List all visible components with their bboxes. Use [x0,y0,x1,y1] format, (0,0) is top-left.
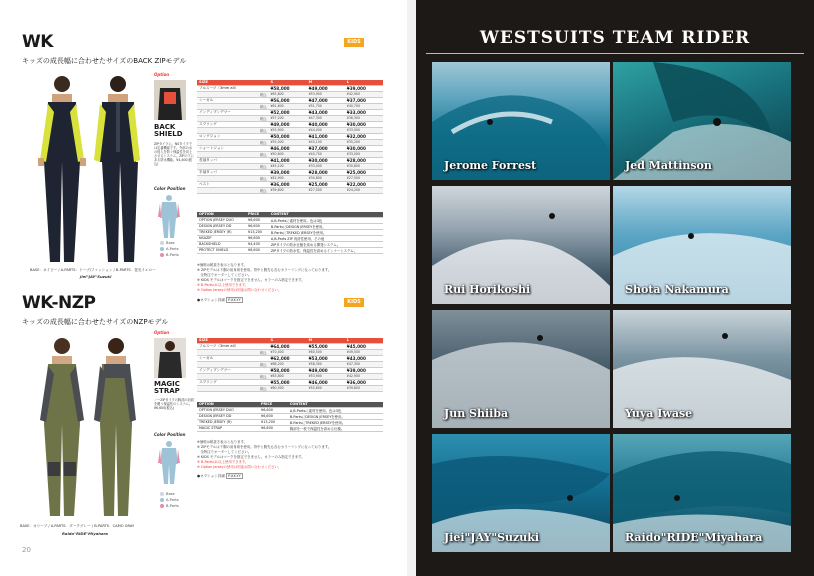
note-line: ※ B-PartsはL以上使用できます。 [197,283,249,287]
option-content: B-PartsにTREKED JERSEYを使用。 [269,229,383,235]
wk-subtitle: キッズの成長幅に合わせたサイズのBACK ZIPモデル [22,57,187,65]
wk-color-caption: BASE：ネイビー / A-PARTS：ドーブ/ファッション / B-PARTS：蛍光イエロー [30,268,156,272]
tax-price-value: ¥33,000 [345,127,383,133]
tax-price-value: ¥55,000 [268,139,306,145]
wk-kids-badge: KIDS [344,38,364,47]
note-line: ※価格は税抜き表示となります。 [197,440,248,444]
price-header-cell: S [268,80,306,85]
option-name: MAGIC STRAP [197,425,259,431]
tax-label: 税込 [197,349,268,355]
page-gutter [407,0,416,576]
tax-price-value: ¥60,500 [268,385,306,391]
rider-photo-shota-nakamura [613,186,791,304]
tax-price-value: ¥49,500 [345,349,383,355]
rider-name: Raido"RIDE"Miyahara [625,531,763,544]
rider-photo-jerome-forrest [432,62,610,180]
price-item-name: フルスーツ（3mm all） [197,85,268,91]
price-value: ¥36,000 [268,181,306,187]
rider-name: Jiei"JAY"Suzuki [444,531,540,544]
tax-label: 税込 [197,187,268,193]
nzp-feature-title-2: STRAP [154,387,180,395]
tax-price-value: ¥51,700 [307,103,345,109]
nzp-color-position-diagram [158,440,180,484]
tax-price-value: ¥40,700 [345,103,383,109]
page-number: 20 [22,546,31,554]
price-value: ¥41,000 [268,157,306,163]
note-line: ※価格は税抜き表示となります。 [197,263,248,267]
option-name: TREKED JERSEY (R) [197,229,246,235]
nzp-title: WK-NZP [22,293,96,313]
tax-price-value: ¥53,900 [307,373,345,379]
note-line: 全特注でオーダーしてください。 [197,273,252,277]
tax-price-value: ¥30,800 [345,163,383,169]
tax-price-value: ¥70,400 [268,349,306,355]
price-value: ¥50,000 [268,133,306,139]
price-value: ¥37,000 [345,97,383,103]
tax-label: 税込 [197,115,268,121]
tax-price-value: ¥53,900 [307,91,345,97]
tax-price-value: ¥63,800 [268,373,306,379]
tax-label: 税込 [197,151,268,157]
tax-price-value: ¥58,300 [307,361,345,367]
price-header-cell: L [345,80,383,85]
option-price: ¥6,600 [246,223,269,229]
option-name: PROTECT SHIELD [197,247,246,253]
tax-price-value: ¥47,300 [345,361,383,367]
price-value: ¥39,000 [268,169,306,175]
option-content: B-PartsにDESIGN JERSEYを使用。 [269,223,383,229]
nzp-option-detail: ●オプション詳細 P.XX-YY [197,474,241,478]
wk-front-figure [38,76,86,262]
nzp-legend-a-parts: A-Parts [160,498,179,502]
rider-name: Yuya Iwase [625,407,693,420]
price-value: ¥36,000 [345,379,383,385]
team-rider-page [416,0,814,576]
option-price: ¥6,600 [246,247,269,253]
option-name: TREKED JERSEY (R) [197,419,259,425]
note-line: 全特注でオーダーしてください。 [197,450,252,454]
option-row [197,247,383,253]
nzp-feature-title-1: MAGIC [154,380,180,388]
price-item-name: 長袖タッパ [197,157,268,163]
tax-price-value: ¥42,900 [345,373,383,379]
price-value: ¥30,000 [345,145,383,151]
tax-price-value: ¥39,600 [345,385,383,391]
title-rule-top [426,53,804,54]
nzp-legend-base: Base [160,492,175,496]
nzp-price-table [197,338,383,392]
wk-feature-title-1: BACK [154,123,176,131]
tax-price-value: ¥27,500 [345,175,383,181]
wk-legend-base: Base [160,241,175,245]
price-value: ¥43,000 [345,355,383,361]
price-value: ¥46,000 [307,379,345,385]
wk-caption-model: Jiei"JAY"Suzuki [80,274,112,279]
tax-label: 税込 [197,103,268,109]
wk-title: WK [22,32,53,52]
price-value: ¥41,000 [307,133,345,139]
tax-label: 税込 [197,361,268,367]
price-tax-row [197,187,383,193]
note-line: ※ ZIPモデルは下胴の前身頃を使用。背中と腕先も含むカラーリングになっております。 [197,268,332,272]
price-header-cell: L [345,338,383,343]
price-value: ¥30,000 [307,157,345,163]
price-value: ¥49,000 [268,121,306,127]
price-value: ¥45,000 [345,343,383,349]
option-content: A,B-Partsに素材を使用。色は3色 [269,217,383,223]
option-header-cell: CONTENT [288,402,383,407]
wk-color-position-label: Color Position [154,186,186,191]
option-name: DESIGN JERSEY DD [197,413,259,419]
price-value: ¥56,000 [268,97,306,103]
option-header-cell: PRICE [246,212,269,217]
tax-price-value: ¥42,900 [268,175,306,181]
option-content: A,B-Partsに素材を使用。色は3色 [288,407,383,413]
tax-label: 税込 [197,127,268,133]
rider-photo-jun-shiiba [432,310,610,428]
price-item-name: 半袖タッパ [197,169,268,175]
rider-photo-jiei-jay-suzuki [432,434,610,552]
price-value: ¥39,000 [345,85,383,91]
rider-name: Jed Mattinson [625,159,712,172]
wk-legend-b-parts: B-Parts [160,253,179,257]
nzp-legend-b-parts: B-Parts [160,504,179,508]
tax-price-value: ¥53,900 [268,127,306,133]
price-value: ¥64,000 [268,343,306,349]
price-value: ¥52,000 [268,109,306,115]
option-name: DESIGN JERSEY DD [197,223,246,229]
price-header-cell: SIZE [197,338,268,343]
price-header-cell: S [268,338,306,343]
tax-label: 税込 [197,139,268,145]
nzp-caption-model: Raido"RIDE"Miyahara [62,531,108,536]
tax-price-value: ¥40,700 [307,151,345,157]
note-line: ※ KIDS モデルはマークを指定できません。カラーのみ指定できます。 [197,455,305,459]
team-rider-title: WESTSUITS TEAM RIDER [479,28,751,48]
price-item-name: フルスーツ（3mm all） [197,343,268,349]
wk-back-shield-photo [154,80,186,120]
option-header-cell: PRICE [259,402,288,407]
price-value: ¥55,000 [307,343,345,349]
rider-name: Shota Nakamura [625,283,729,296]
price-item-name: ショートジョン [197,145,268,151]
tax-price-value: ¥61,600 [268,103,306,109]
tax-price-value: ¥45,100 [268,163,306,169]
nzp-back-figure [94,338,136,516]
rider-photo-yuya-iwase [613,310,791,428]
option-name: OPTION JERSEY DUO [197,217,246,223]
tax-price-value: ¥47,300 [307,115,345,121]
rider-name: Jun Shiiba [444,407,509,420]
tax-price-value: ¥30,800 [307,175,345,181]
note-line: ※ ZIPモデルは下胴の前身頃を使用。背中と腕先も含むカラーリングになっております。 [197,445,332,449]
nzp-kids-badge: KIDS [344,298,364,307]
note-line: ※ Option Jerseyの使用は別途お問い合わせください。 [197,465,282,469]
price-value: ¥25,000 [307,181,345,187]
price-value: ¥62,000 [268,355,306,361]
option-row [197,425,383,431]
price-value: ¥37,000 [307,145,345,151]
wk-price-table [197,80,383,194]
nzp-notes [197,440,383,470]
price-item-name: シーガル [197,97,268,103]
option-content: B-PartsにDESIGN JERSEYを使用。 [288,413,383,419]
price-value: ¥53,000 [307,355,345,361]
nzp-front-figure [40,338,84,516]
nzp-option-table [197,402,383,432]
price-value: ¥47,000 [307,97,345,103]
price-value: ¥49,000 [307,85,345,91]
nzp-subtitle: キッズの成長幅に合わせたサイズのNZPモデル [22,318,169,326]
wk-option-table [197,212,383,254]
price-header-cell: SIZE [197,80,268,85]
option-content: ZIPタイプの防水仕様を高める開発システム。 [269,241,383,247]
price-item-name: シーガル [197,355,268,361]
wk-color-position-diagram [158,194,180,238]
rider-name: Jerome Forrest [444,159,537,172]
price-item-name: ベスト [197,181,268,187]
price-item-name: インディプンデツー [197,109,268,115]
price-value: ¥32,000 [345,133,383,139]
option-header-cell: OPTION [197,402,259,407]
price-value: ¥55,000 [268,379,306,385]
option-price: ¥6,600 [259,425,288,431]
rider-photo-jed-mattinson [613,62,791,180]
nzp-color-position-label: Color Position [154,432,186,437]
price-header-cell: M [307,80,345,85]
price-value: ¥40,000 [307,121,345,127]
tax-label: 税込 [197,385,268,391]
note-line: ※ B-PartsはL以上使用できます。 [197,460,249,464]
tax-price-value: ¥35,200 [345,139,383,145]
nzp-feature-desc: ノーZIPタイプの胸部の前面を覆う保温性のシステム。¥6,600(税込) [154,398,194,410]
option-content: 胸部を一枚で保温性を高める仕様。 [288,425,383,431]
nzp-wetsuit-figures [34,332,144,518]
tax-price-value: ¥33,000 [345,151,383,157]
tax-label: 税込 [197,175,268,181]
option-price: ¥13,200 [259,419,288,425]
option-price: ¥6,600 [246,217,269,223]
price-value: ¥46,000 [268,145,306,151]
price-value: ¥39,000 [345,367,383,373]
tax-price-value: ¥45,100 [307,139,345,145]
tax-price-value: ¥27,500 [307,187,345,193]
tax-price-value: ¥68,200 [268,361,306,367]
wk-legend-a-parts: A-Parts [160,247,179,251]
rider-photo-raido-ride-miyahara [613,434,791,552]
option-price: ¥6,600 [259,407,288,413]
option-header-cell: OPTION [197,212,246,217]
price-item-name: インディプンデツー [197,367,268,373]
tax-price-value: ¥42,900 [345,91,383,97]
tax-label: 税込 [197,373,268,379]
tax-price-value: ¥60,500 [307,349,345,355]
option-price: ¥6,600 [246,235,269,241]
tax-price-value: ¥39,600 [268,187,306,193]
price-item-name: スプリング [197,121,268,127]
option-content: ZIPタイプの防水性、保温性を高めるインナーシステム。 [269,247,383,253]
price-value: ¥22,000 [345,181,383,187]
price-value: ¥33,000 [345,109,383,115]
price-value: ¥58,000 [268,367,306,373]
tax-price-value: ¥33,000 [307,163,345,169]
wk-notes [197,263,383,293]
tax-price-value: ¥24,200 [345,187,383,193]
tax-price-value: ¥36,300 [345,115,383,121]
tax-label: 税込 [197,163,268,169]
price-value: ¥30,000 [345,121,383,127]
price-value: ¥43,000 [307,109,345,115]
tax-price-value: ¥50,600 [307,385,345,391]
rider-photo-rui-horikoshi [432,186,610,304]
rider-name: Rui Horikoshi [444,283,531,296]
option-name: NSAZIP [197,235,246,241]
nzp-option-label: Option [154,330,170,335]
price-value: ¥58,000 [268,85,306,91]
option-price: ¥4,400 [246,241,269,247]
option-header-cell: CONTENT [269,212,383,217]
option-name: BACKSHIELD [197,241,246,247]
wk-option-label: Option [154,72,170,77]
option-content: B-PartsにTREKED JERSEYを使用。 [288,419,383,425]
nzp-color-caption: BASE：オリーブ / A-PARTS：ダークグレー / B-PARTS：CAMO GRAY [20,524,135,528]
price-item-name: ロングジョン [197,133,268,139]
tax-price-value: ¥57,200 [268,115,306,121]
tax-price-value: ¥50,600 [268,151,306,157]
price-value: ¥25,000 [345,169,383,175]
price-tax-row [197,385,383,391]
nzp-magic-strap-photo [154,338,186,378]
price-value: ¥28,000 [307,169,345,175]
wk-feature-desc: ZIPタイプに。NSタイプでは定番機能です。外部の水の侵入を防ぐ保温性を向上させるシステム。ZIPの下にある防水機能。¥4,400(税込) [154,142,194,166]
price-value: ¥28,000 [345,157,383,163]
wk-option-detail: ●オプション詳細 P.XX-YY [197,298,241,302]
price-value: ¥49,000 [307,367,345,373]
tax-label: 税込 [197,91,268,97]
option-price: ¥6,600 [259,413,288,419]
note-line: ※ KIDS モデルはマークを指定できません。カラーのみ指定できます。 [197,278,305,282]
wk-feature-title-2: SHIELD [154,130,183,138]
option-price: ¥13,200 [246,229,269,235]
option-content: A,B-Parts ZIP 再封性使用、その他 [269,235,383,241]
note-line: ※ Option Jerseyの使用は別途お問い合わせください。 [197,288,282,292]
wk-back-figure [94,76,140,262]
option-name: OPTION JERSEY DUO [197,407,259,413]
tax-price-value: ¥63,800 [268,91,306,97]
price-item-name: スプリング [197,379,268,385]
wk-wetsuit-figures [30,70,150,270]
tax-price-value: ¥44,000 [307,127,345,133]
price-header-cell: M [307,338,345,343]
